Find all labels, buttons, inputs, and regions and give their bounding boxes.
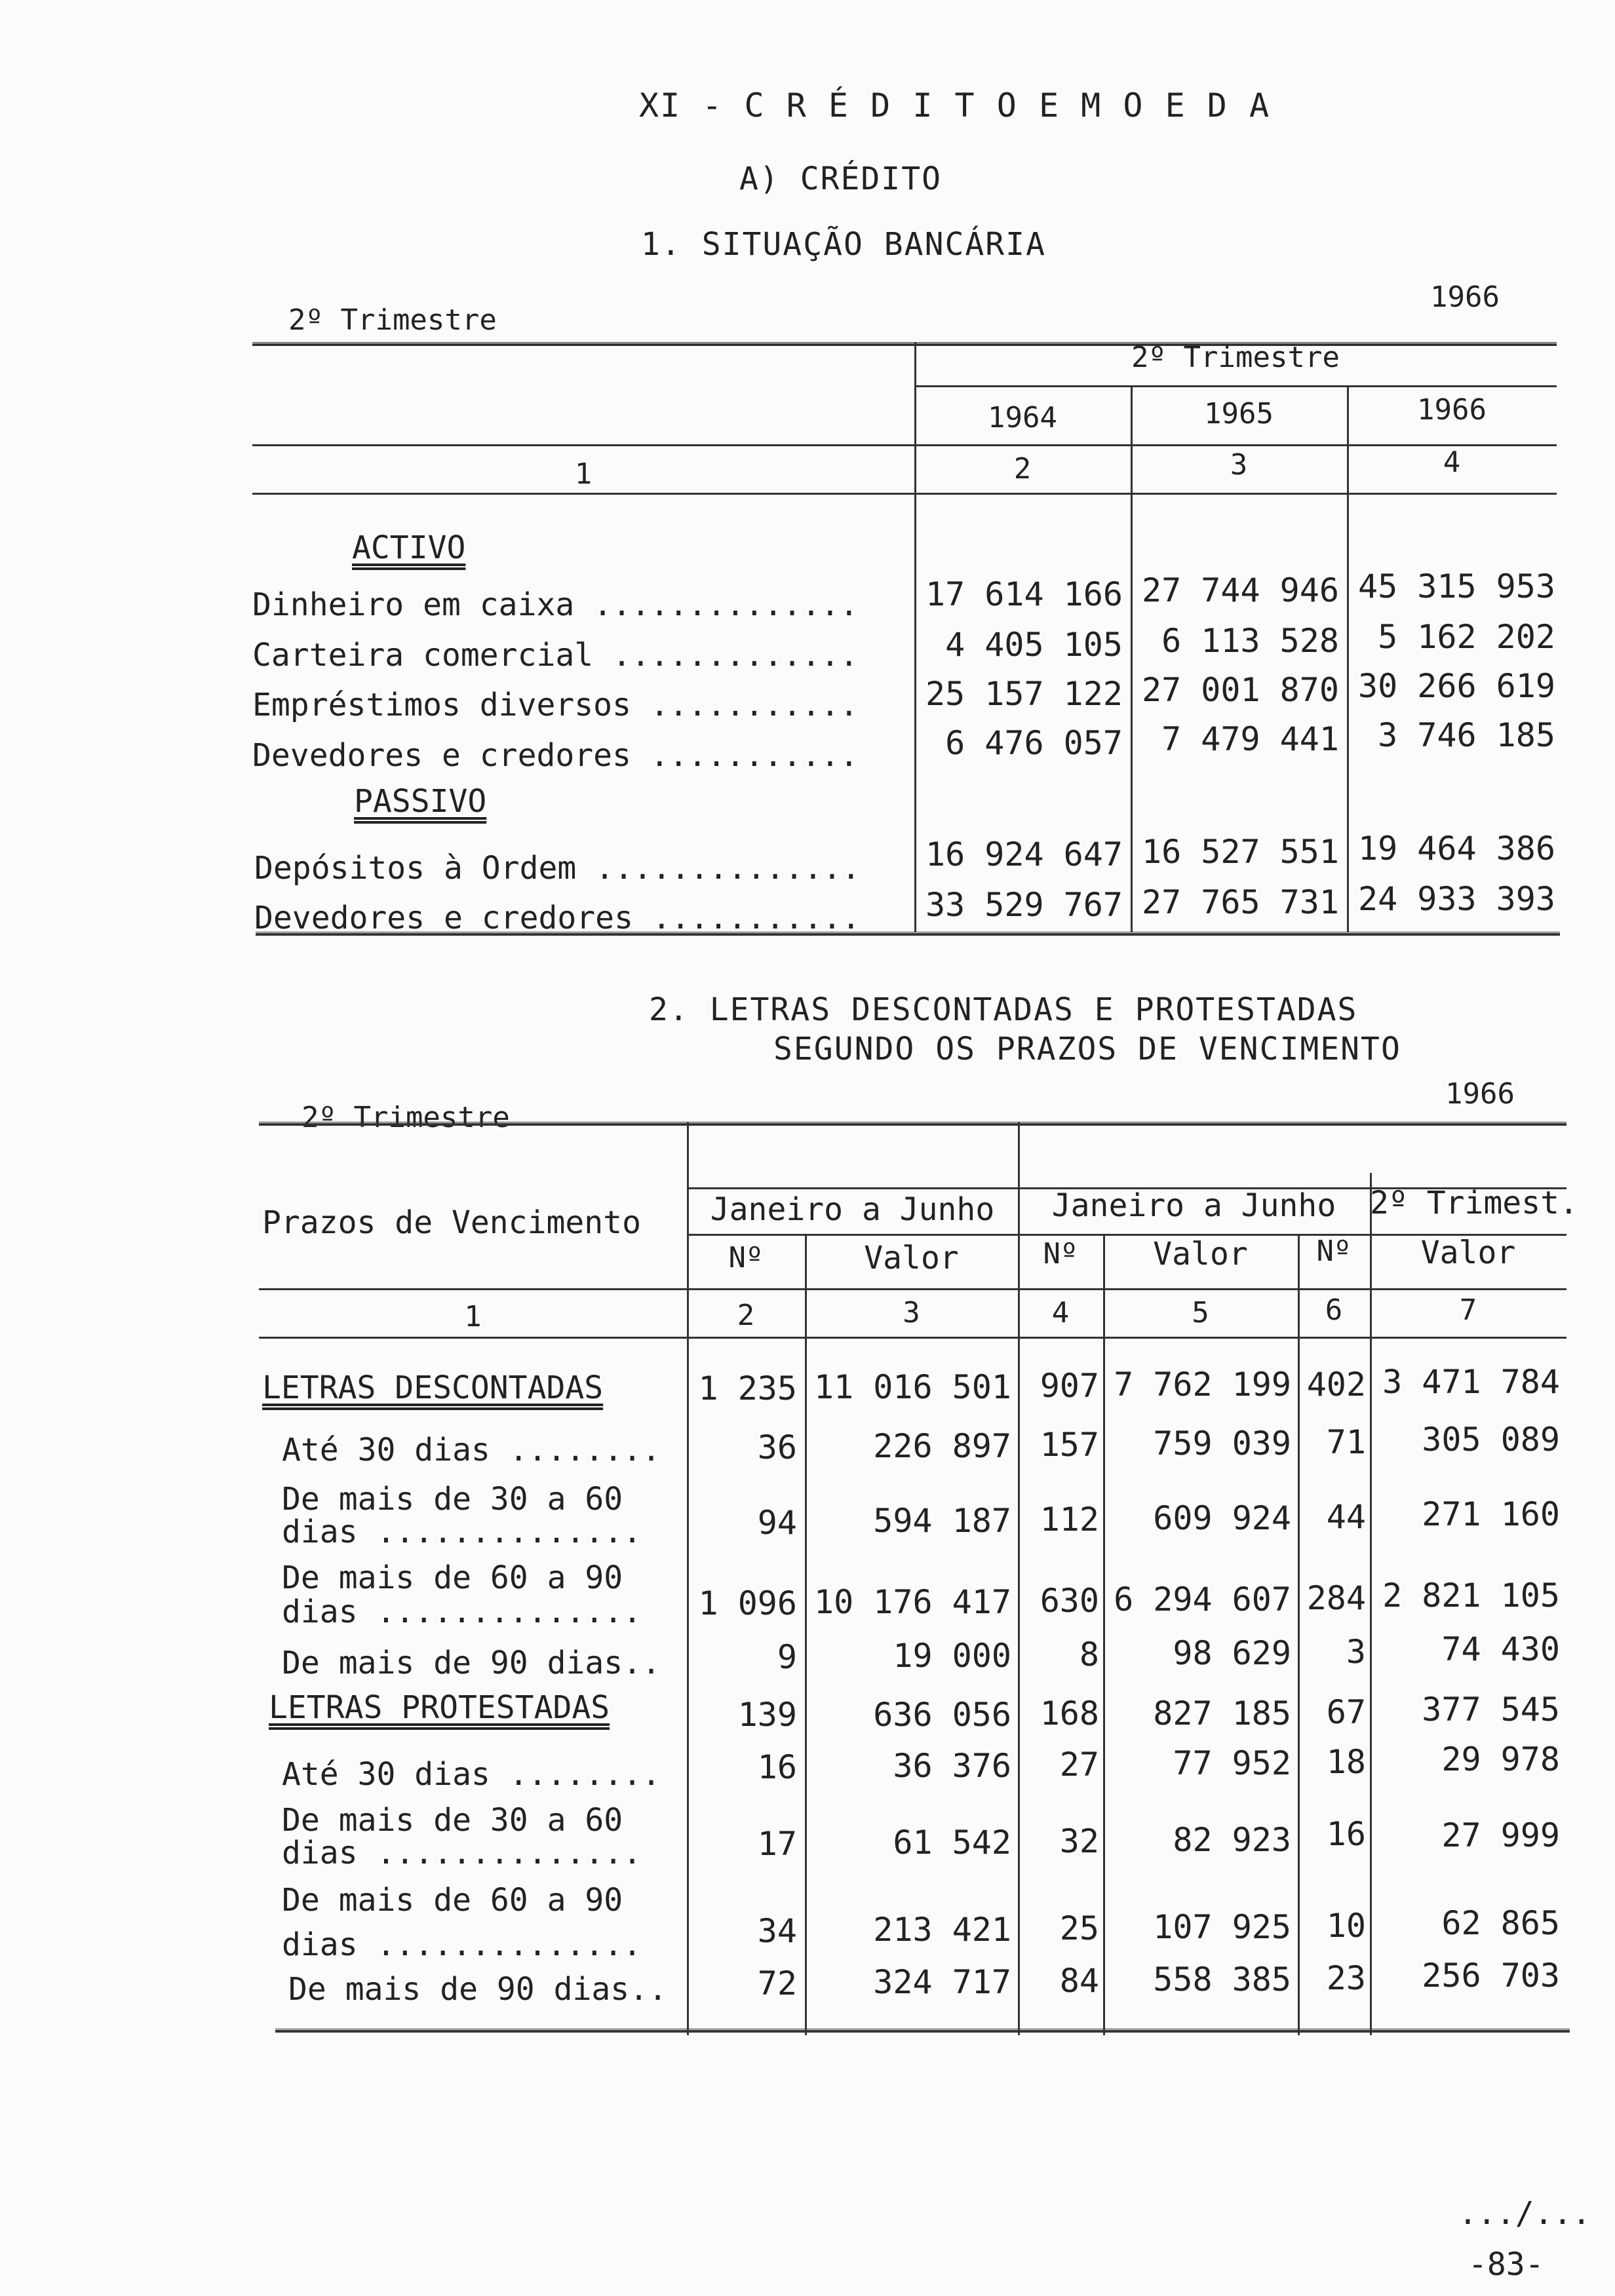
sub-no: Nº <box>728 1241 764 1274</box>
rule <box>914 385 1557 387</box>
cell-value: 27 744 946 <box>1141 571 1339 609</box>
row-label: De mais de 90 dias.. <box>288 1971 667 2008</box>
cell-value: 226 897 <box>873 1427 1011 1465</box>
row-label: dias .............. <box>282 1514 642 1550</box>
footer-continuation: .../... <box>1458 2195 1591 2232</box>
table1-year-1964: 1964 <box>988 401 1057 434</box>
section-activo: ACTIVO <box>352 529 466 566</box>
cell-value: 34 <box>757 1912 797 1950</box>
row-label: De mais de 60 a 90 <box>282 1882 623 1919</box>
cell-value: 213 421 <box>873 1911 1011 1949</box>
sub-valor: Valor <box>864 1240 959 1276</box>
cell-value: 157 <box>1040 1426 1099 1464</box>
cell-value: 24 933 393 <box>1357 880 1555 918</box>
table1-year-1965: 1965 <box>1204 397 1274 430</box>
cell-value: 1 096 <box>698 1584 797 1622</box>
table1-period: 2º Trimestre <box>288 303 497 337</box>
cell-value: 33 529 767 <box>925 886 1123 924</box>
cell-value: 3 471 784 <box>1382 1363 1560 1401</box>
cell-value: 27 001 870 <box>1141 671 1339 709</box>
cell-value: 377 545 <box>1422 1691 1560 1729</box>
table2-colnum: 1 <box>464 1300 482 1333</box>
row-label: dias .............. <box>282 1835 642 1871</box>
cell-value: 16 <box>1326 1815 1366 1853</box>
sub-valor: Valor <box>1420 1234 1516 1271</box>
cell-value: 98 629 <box>1173 1634 1291 1672</box>
cell-value: 9 <box>777 1638 797 1676</box>
rule <box>687 1122 689 2035</box>
cell-value: 107 925 <box>1153 1908 1291 1946</box>
cell-value: 8 <box>1079 1636 1099 1674</box>
table2-colnum: 6 <box>1325 1293 1343 1327</box>
row-label: dias .............. <box>282 1594 642 1630</box>
cell-value: 45 315 953 <box>1357 567 1555 605</box>
cell-value: 256 703 <box>1422 1957 1560 1995</box>
cell-value: 17 <box>757 1825 797 1863</box>
table1-title: 1. SITUAÇÃO BANCÁRIA <box>641 226 1046 263</box>
cell-value: 71 <box>1326 1423 1366 1461</box>
cell-value: 84 <box>1059 1962 1099 2000</box>
cell-value: 5 162 202 <box>1378 618 1555 656</box>
table1-colnum-2: 2 <box>1013 452 1032 486</box>
cell-value: 61 542 <box>893 1824 1011 1862</box>
cell-value: 27 999 <box>1441 1816 1560 1854</box>
cell-value: 6 294 607 <box>1114 1580 1291 1618</box>
cell-value: 32 <box>1059 1822 1099 1860</box>
cell-value: 3 <box>1346 1633 1366 1671</box>
cell-value: 19 000 <box>893 1637 1011 1675</box>
row-label: De mais de 60 a 90 <box>282 1559 623 1596</box>
row-label: LETRAS DESCONTADAS <box>262 1369 604 1406</box>
cell-value: 30 266 619 <box>1357 667 1555 705</box>
sub-no: Nº <box>1043 1237 1078 1271</box>
row-label: Até 30 dias ........ <box>282 1432 661 1468</box>
cell-value: 27 <box>1059 1746 1099 1784</box>
table2-row-header: Prazos de Vencimento <box>262 1204 641 1241</box>
table2-colnum: 4 <box>1051 1296 1070 1330</box>
cell-value: 7 762 199 <box>1114 1366 1291 1404</box>
cell-value: 2 821 105 <box>1382 1577 1560 1615</box>
cell-value: 11 016 501 <box>813 1368 1011 1406</box>
cell-value: 402 <box>1306 1366 1366 1404</box>
table2-colnum: 2 <box>737 1299 755 1332</box>
table2-title-line2: SEGUNDO OS PRAZOS DE VENCIMENTO <box>773 1031 1401 1067</box>
row-label: Devedores e credores ........... <box>254 900 861 936</box>
cell-value: 3 746 185 <box>1378 716 1555 754</box>
cell-value: 94 <box>757 1504 797 1542</box>
sub-valor: Valor <box>1153 1236 1248 1272</box>
cell-value: 112 <box>1040 1501 1099 1539</box>
cell-value: 74 430 <box>1441 1630 1560 1668</box>
rule <box>1018 1122 1020 2035</box>
group-janeiro-junho-2: Janeiro a Junho <box>1051 1187 1336 1224</box>
cell-value: 6 113 528 <box>1161 622 1339 660</box>
chapter-title: XI - C R É D I T O E M O E D A <box>639 86 1271 124</box>
cell-value: 36 376 <box>893 1747 1011 1785</box>
cell-value: 7 479 441 <box>1161 720 1339 758</box>
sub-no: Nº <box>1316 1234 1352 1268</box>
row-label: De mais de 30 a 60 <box>282 1481 623 1518</box>
cell-value: 168 <box>1040 1694 1099 1732</box>
cell-value: 827 185 <box>1153 1694 1291 1732</box>
cell-value: 6 476 057 <box>945 724 1123 762</box>
group-janeiro-junho-1: Janeiro a Junho <box>710 1191 995 1228</box>
table2-title-line1: 2. LETRAS DESCONTADAS E PROTESTADAS <box>649 991 1358 1028</box>
cell-value: 44 <box>1326 1498 1366 1536</box>
row-label: dias .............. <box>282 1926 642 1963</box>
cell-value: 25 <box>1059 1909 1099 1947</box>
cell-value: 36 <box>757 1428 797 1466</box>
table2-colnum: 5 <box>1192 1296 1209 1330</box>
table1-colnum-1: 1 <box>574 457 593 491</box>
table1-colnum-4: 4 <box>1443 446 1461 479</box>
cell-value: 1 235 <box>698 1369 797 1407</box>
cell-value: 16 <box>757 1748 797 1786</box>
cell-value: 17 614 166 <box>925 575 1123 613</box>
table1-group-header: 2º Trimestre <box>1131 341 1340 374</box>
cell-value: 82 923 <box>1173 1821 1291 1859</box>
cell-value: 759 039 <box>1153 1425 1291 1463</box>
cell-value: 4 405 105 <box>945 626 1123 664</box>
table2-colnum: 7 <box>1459 1293 1477 1327</box>
table2-top-rule <box>259 1122 1566 1126</box>
cell-value: 72 <box>757 1964 797 2002</box>
row-label: Dinheiro em caixa .............. <box>252 586 859 623</box>
row-label: Carteira comercial ............. <box>252 637 859 674</box>
cell-value: 27 765 731 <box>1141 883 1339 921</box>
cell-value: 10 176 417 <box>813 1583 1011 1621</box>
row-label: Devedores e credores ........... <box>252 737 859 774</box>
cell-value: 594 187 <box>873 1502 1011 1540</box>
cell-value: 29 978 <box>1441 1740 1560 1778</box>
row-label: De mais de 30 a 60 <box>282 1802 623 1839</box>
cell-value: 10 <box>1326 1907 1366 1945</box>
row-label: LETRAS PROTESTADAS <box>269 1689 610 1726</box>
table2-period: 2º Trimestre <box>302 1101 510 1134</box>
table2-bottom-rule <box>275 2029 1570 2033</box>
table2-year: 1966 <box>1445 1077 1515 1111</box>
row-label: De mais de 90 dias.. <box>282 1645 661 1681</box>
row-label: Depósitos à Ordem .............. <box>254 850 861 887</box>
table1-year-1966: 1966 <box>1417 393 1487 427</box>
cell-value: 25 157 122 <box>925 675 1123 713</box>
cell-value: 77 952 <box>1173 1744 1291 1782</box>
cell-value: 67 <box>1326 1693 1366 1731</box>
row-label: Até 30 dias ........ <box>282 1756 661 1793</box>
page-number: -83- <box>1468 2246 1544 2283</box>
cell-value: 630 <box>1040 1582 1099 1620</box>
cell-value: 19 464 386 <box>1357 830 1555 868</box>
section-passivo: PASSIVO <box>354 783 487 820</box>
cell-value: 558 385 <box>1153 1961 1291 1999</box>
table1-colnum-3: 3 <box>1230 448 1248 482</box>
group-2-trimestre: 2º Trimest. <box>1370 1185 1578 1221</box>
cell-value: 62 865 <box>1441 1904 1560 1942</box>
cell-value: 907 <box>1040 1367 1099 1405</box>
table1-year: 1966 <box>1430 280 1500 314</box>
cell-value: 18 <box>1326 1743 1366 1781</box>
cell-value: 16 924 647 <box>925 835 1123 873</box>
cell-value: 324 717 <box>873 1963 1011 2001</box>
rule <box>252 493 1557 495</box>
section-title: A) CRÉDITO <box>739 161 942 197</box>
cell-value: 609 924 <box>1153 1499 1291 1537</box>
table2-colnum: 3 <box>903 1296 920 1330</box>
table1-bottom-rule <box>256 932 1560 936</box>
cell-value: 636 056 <box>873 1696 1011 1734</box>
cell-value: 305 089 <box>1422 1421 1560 1459</box>
cell-value: 271 160 <box>1422 1495 1560 1533</box>
row-label: Empréstimos diversos ........... <box>252 687 859 723</box>
cell-value: 284 <box>1306 1579 1366 1617</box>
cell-value: 23 <box>1326 1959 1366 1997</box>
cell-value: 16 527 551 <box>1141 833 1339 871</box>
cell-value: 139 <box>737 1696 797 1734</box>
